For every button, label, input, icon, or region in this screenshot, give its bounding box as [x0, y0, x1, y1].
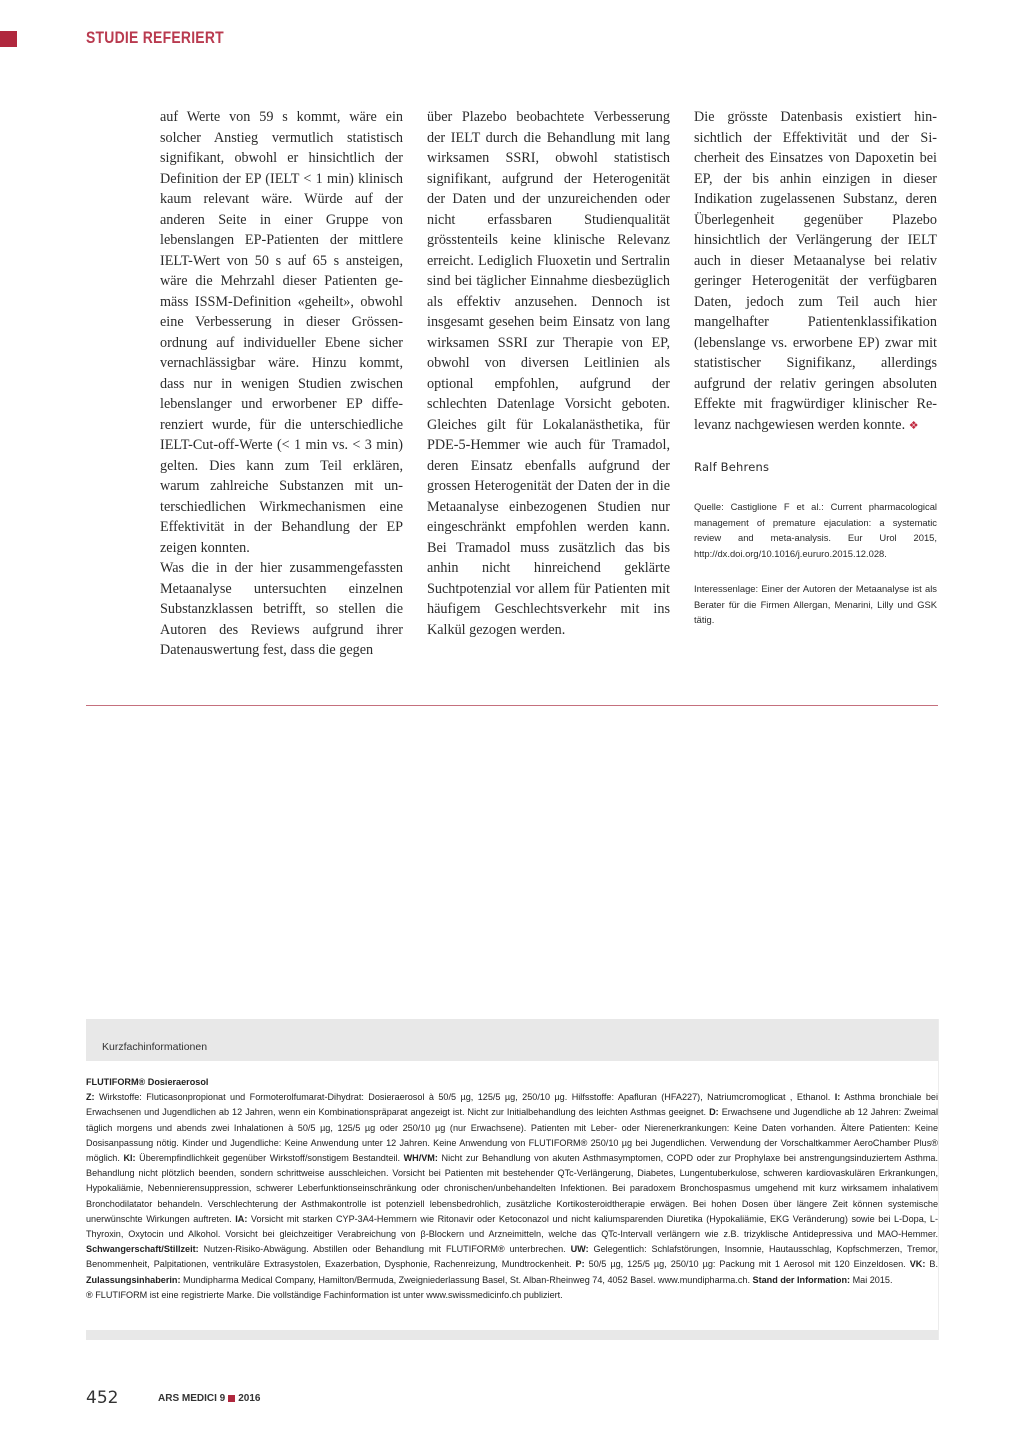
segment-text: Erwachsene und Jugendliche ab 12 Jahren: Zweimal täglich morgens und abends zwei Inhalationen à 50/5 µg, 125/5 µg oder 250/10 µg (nur Erwachsene). Patienten mit Leber- oder Nierenerkrankungen: Keine Daten vorhanden. Ältere Patienten: Keine Dosisanpassung nötig. Kinder und Jugendliche: Keine Anwendung unter 12 Jahren. Keine Anwendung von FLUTIFORM® 250/10 µg bei Jugendlichen. Verwendung der Vorschaltkammer AeroChamber Plus® möglich. — [86, 1107, 938, 1164]
journal-info — [158, 1393, 260, 1404]
kurzfachinformation-panel — [86, 1019, 939, 1340]
paragraph: Was die in der hier zusammengefassten Metaanalyse untersuchten einzelnen Substanzklassen betrifft, so stellen die Autoren des Reviews aufgrund ihrer Datenauswertung fest, dass die gegen — [160, 560, 403, 658]
segment-label: WH/VM: — [403, 1153, 438, 1164]
page-number: 452 — [86, 1388, 119, 1408]
kurzfachinformation-footer-band — [86, 1330, 938, 1340]
article-column-2 — [427, 107, 670, 640]
paragraph: auf Werte von 59 s kommt, wäre ein solcher Anstieg vermutlich statistisch signifikant, obwohl er hinsichtlich der Definition der EP (IELT < 1 min) klinisch kaum relevant wäre. Würde auf der anderen Seite in einer Gruppe von lebenslangen EP-Patienten der mittlere IELT-Wert von 50 s auf 65 s ansteigen, wäre die Mehrzahl dieser Patienten gemäss ISSM-Definition «geheilt», obwohl eine Verbesserung in dieser Grössenordnung auf individueller Ebene sicher vernachlässigbar wäre. Hinzu kommt, dass nur in wenigen Studien zwischen lebenslanger und erworbener EP differenziert wurde, für die unterschiedliche IELT-Cut-off-Werte (< 1 min vs. < 3 min) gelten. Dies kann zum Teil erklären, warum zahlreiche Substanzen mit unterschiedlichen Wirkmechanismen eine Effektivität in der Behandlung der EP zeigen konnten. — [160, 109, 403, 556]
article-column-1 — [160, 107, 403, 661]
author-name: Ralf Behrens — [694, 460, 770, 474]
trademark-note: ® FLUTIFORM ist eine registrierte Marke. Die vollständige Fachinformation ist unter www.swissmedicinfo.ch publiziert. — [86, 1289, 563, 1300]
segment-label: I: — [834, 1092, 841, 1103]
conflict-of-interest: Interessenlage: Einer der Autoren der Metaanalyse ist als Berater für die Firmen Allergan, Menarini, Lilly und GSK tätig. — [694, 583, 937, 625]
paragraph: über Plazebo beobachtete Verbesserung der IELT durch die Behandlung mit lang wirksamen SSRI, obwohl statistisch signifikant, aufgrund der Heterogenität der Daten und der unzureichenden oder nicht erfassbaren Studienqualität grösstenteils keine klinische Relevanz erreicht. Lediglich Fluoxetin und Sertralin sind bei täglicher Einnahme diesbezüglich als effektiv anzusehen. Dennoch ist insgesamt gesehen beim Einsatz von lang wirksamen SSRI zur Therapie von EP, obwohl von diversen Leitlinien als optional empfohlen, aufgrund der schlechten Datenlage Vorsicht geboten. Gleiches gilt für Lokalanästhetika, für PDE-5-Hemmer wie auch für Tramadol, deren Einsatz ebenfalls aufgrund der grossen Heterogenität der Daten der in die Metaanalyse einbezogenen Studien nur eingeschränkt empfohlen werden kann. Bei Tramadol muss zusätzlich das bis anhin nicht hinreichend geklärte Suchtpotenzial vor allem für Patienten mit häufigem Geschlechtsverkehr mit ins Kalkül gezogen werden. — [427, 109, 670, 638]
source-citation: Quelle: Castiglione F et al.: Current pharmacological management of premature ejaculation: a systematic review and meta-analysis. Eur Urol 2015, http://dx.doi.org/10.1016/j.eururo.2015.12.028. — [694, 501, 937, 559]
segment-label: KI: — [123, 1153, 136, 1164]
segment-text: Gelegentlich: Schlafstörungen, Insomnie, Hautausschlag, Kopfschmerzen, Tremor, Benommenheit, Palpitationen, ventrikuläre Extrasystolen, Exazerbation, Dysphonie, Rachenreizung, Mundtrockenheit. — [86, 1244, 938, 1270]
segment-label: Z: — [86, 1092, 95, 1103]
section-divider — [86, 705, 938, 706]
segment-label: VK: — [909, 1259, 926, 1270]
segment-text: Vorsicht mit starken CYP-3A4-Hemmern wie Ritonavir oder Ketoconazol und nicht kaliumsparenden Diuretika (Hypokaliämie, EKG Veränderung) sowie bei L-Dopa, L-Thyroxin, Oxytocin und Alkohol. Vorsicht bei gleichzeitiger Verabreichung von β-Blockern und Arzneimitteln, welche das QTc-Intervall verlängern wie z.B. trizyklische Antidepressiva und MAO-Hemmer. — [86, 1213, 938, 1240]
prescribing-information-text — [86, 1090, 938, 1288]
segment-text: Nicht zur Behandlung von akuten Asthmasymptomen, COPD oder zur Prophylaxe bei anstrengungsinduziertem Asthma. Behandlung nicht plötzlich beenden, sondern schrittweise ausschleichen. Vorsicht bei Patienten mit bestehender QTc-Verlängerung, Diabetes, Lungentuberkulose, schweren kardiovaskulären Erkrankungen, Hypokaliämie, Nebennierensuppression, schwerer Leberfunktionseinschränkung oder chronischen/unbehandelten Infektionen. Bei paradoxem Bronchospasmus umgehend mit kurz wirksamem inhalativem Bronchodilatator behandeln. Verschlechterung der Asthmakontrolle ist potenziell lebensbedrohlich, zusätzliche Kortikosteroidtherapie erwägen. Bei hohen Dosen über längere Zeit können systemische unerwünschte Wirkungen auftreten. — [86, 1153, 938, 1224]
segment-text: 50/5 µg, 125/5 µg, 250/10 µg: Packung mit 1 Aerosol mit 120 Einzeldosen. — [584, 1259, 910, 1270]
kurzfachinformation-label: Kurzfachinformationen — [102, 1041, 208, 1053]
segment-label: Schwangerschaft/Stillzeit: — [86, 1244, 199, 1255]
section-accent-block — [0, 31, 17, 47]
segment-label: UW: — [570, 1244, 589, 1255]
journal-year: 2016 — [238, 1393, 261, 1404]
segment-text: Mundipharma Medical Company, Hamilton/Bermuda, Zweigniederlassung Basel, St. Alban-Rheinweg 74, 4052 Basel. www.mundipharma.ch. — [180, 1274, 753, 1285]
kurzfachinformation-header — [86, 1019, 938, 1061]
segment-label: D: — [709, 1107, 719, 1118]
segment-label: P: — [575, 1259, 585, 1270]
end-of-article-icon: ❖ — [908, 419, 919, 432]
segment-text: Wirkstoffe: Fluticasonpropionat und Formoterolfumarat-Dihydrat: Dosieraerosol à 50/5 µg, 125/5 µg, 250/10 µg. Hilfsstoffe: Apafluran (HFA227), Natriumcromoglicat , Ethanol. — [94, 1092, 835, 1103]
segment-text: Überempfindlichkeit gegenüber Wirkstoff/sonstigem Bestandteil. — [135, 1153, 404, 1164]
segment-text: Asthma bronchiale bei Erwachsenen und Jugendlichen ab 12 Jahren, wenn ein Kombinationspräparat angezeigt ist. Nicht zur Initialbehandlung des leichten Asthmas geeignet. — [86, 1092, 938, 1118]
paragraph-text: Die grösste Datenbasis existiert hinsichtlich der Effektivität und der Sicherheit des Einsatzes von Dapoxetin bei EP, der bis anhin einzigen in dieser Indikation zugelassenen Substanz, deren Überlegenheit gegenüber Plazebo hinsichtlich der Verlängerung der IELT auch in dieser Metaanalyse bei relativ geringer Heterogenität der verfügbaren Daten, jedoch zum Teil auch hier mangelhafter Patientenklassifikation (lebenslange vs. erworbene EP) zwar mit statistischer Signifikanz, allerdings aufgrund der relativ geringen absoluten Effekte mit fragwürdiger klinischer Relevanz nachgewiesen werden konnte. — [694, 109, 937, 433]
segment-text: Nutzen-Risiko-Abwägung. Abstillen oder Behandlung mit FLUTIFORM® unterbrechen. — [198, 1244, 571, 1255]
segment-text: Mai 2015. — [850, 1274, 893, 1285]
product-title: FLUTIFORM® Dosieraerosol — [86, 1077, 209, 1087]
article-column-3 — [694, 107, 937, 436]
segment-label: Zulassungsinhaberin: — [86, 1274, 181, 1285]
journal-name: ARS MEDICI 9 — [158, 1393, 226, 1404]
separator-square-icon — [228, 1395, 235, 1402]
section-title: STUDIE REFERIERT — [86, 28, 224, 47]
segment-label: IA: — [235, 1213, 248, 1224]
paragraph — [694, 107, 937, 436]
segment-text: B. — [925, 1259, 938, 1270]
kurzfachinformation-body — [86, 1075, 938, 1303]
segment-label: Stand der Information: — [752, 1274, 851, 1285]
